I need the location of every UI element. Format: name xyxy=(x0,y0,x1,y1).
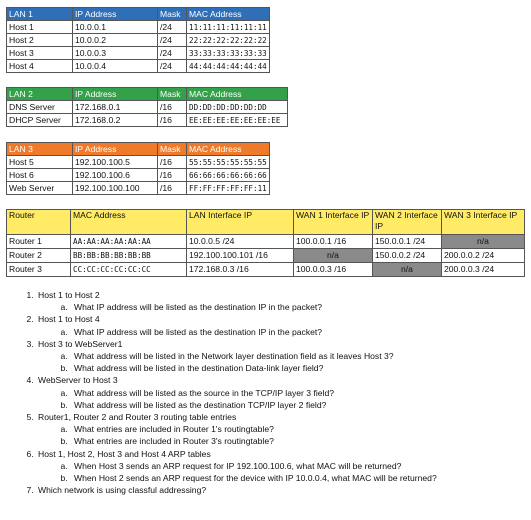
router-name: Router 3 xyxy=(7,263,71,277)
header-cell: LAN 3 xyxy=(7,143,73,156)
question-text: Host 1, Host 2, Host 3 and Host 4 ARP tables xyxy=(38,448,211,459)
sub-question: a. What IP address will be listed as the destination IP in the packet? xyxy=(70,326,531,338)
device-name: Host 6 xyxy=(7,169,73,182)
device-name: Host 2 xyxy=(7,34,73,47)
device-name: Host 5 xyxy=(7,156,73,169)
header-cell: LAN Interface IP xyxy=(187,210,294,235)
ip-address: 172.168.0.1 xyxy=(73,101,158,114)
table-row xyxy=(7,263,525,277)
question-item xyxy=(36,289,531,313)
question-list xyxy=(10,289,531,496)
table-row xyxy=(7,21,270,34)
sub-question: b. What address will be listed as the destination TCP/IP layer 2 field? xyxy=(70,399,531,411)
mac-address: BB:BB:BB:BB:BB:BB xyxy=(71,249,187,263)
sub-question-list xyxy=(38,301,531,313)
mac-address: 55:55:55:55:55:55 xyxy=(187,156,270,169)
ip-address: 192.100.100.5 xyxy=(73,156,158,169)
header-cell: IP Address xyxy=(73,8,158,21)
sub-question: b. What entries are included in Router 3's routingtable? xyxy=(70,435,531,447)
table-row xyxy=(7,114,288,127)
mac-address: 66:66:66:66:66:66 xyxy=(187,169,270,182)
question-item xyxy=(36,374,531,411)
subnet-mask: /24 xyxy=(158,34,187,47)
wan3-interface-ip: n/a xyxy=(442,235,525,249)
subnet-mask: /16 xyxy=(158,169,187,182)
sub-question-list xyxy=(38,387,531,411)
header-cell: WAN 2 Interface IP xyxy=(373,210,442,235)
device-name: Host 4 xyxy=(7,60,73,73)
question-text: WebServer to Host 3 xyxy=(38,375,118,386)
device-name: Web Server xyxy=(7,182,73,195)
mac-address: 22:22:22:22:22:22 xyxy=(187,34,270,47)
question-item xyxy=(36,411,531,448)
ip-address: 192.100.100.100 xyxy=(73,182,158,195)
wan3-interface-ip: 200.0.0.2 /24 xyxy=(442,249,525,263)
table-row xyxy=(7,47,270,60)
table-row xyxy=(7,156,270,169)
header-cell: MAC Address xyxy=(187,88,288,101)
subnet-mask: /24 xyxy=(158,60,187,73)
mac-address: EE:EE:EE:EE:EE:EE:EE xyxy=(187,114,288,127)
table-row xyxy=(7,101,288,114)
header-cell: Router xyxy=(7,210,71,235)
sub-question: b. When Host 2 sends an ARP request for the device with IP 10.0.0.4, what MAC will be returned? xyxy=(70,472,531,484)
ip-address: 10.0.0.4 xyxy=(73,60,158,73)
question-item xyxy=(36,313,531,337)
header-cell: MAC Address xyxy=(187,143,270,156)
header-cell: IP Address xyxy=(73,88,158,101)
device-name: DNS Server xyxy=(7,101,73,114)
table-row xyxy=(7,249,525,263)
sub-question: a. What entries are included in Router 1's routingtable? xyxy=(70,423,531,435)
ip-address: 10.0.0.2 xyxy=(73,34,158,47)
table-row xyxy=(7,60,270,73)
wan1-interface-ip: n/a xyxy=(294,249,373,263)
question-item xyxy=(36,448,531,485)
table-header-row xyxy=(7,88,288,101)
sub-question-list xyxy=(38,326,531,338)
question-item xyxy=(36,484,531,496)
wan2-interface-ip: n/a xyxy=(373,263,442,277)
header-cell: LAN 1 xyxy=(7,8,73,21)
sub-question: b. What address will be listed in the destination Data-link layer field? xyxy=(70,362,531,374)
question-text: Host 1 to Host 2 xyxy=(38,290,100,300)
device-name: Host 3 xyxy=(7,47,73,60)
mac-address: 44:44:44:44:44:44 xyxy=(187,60,270,73)
ip-address: 10.0.0.3 xyxy=(73,47,158,60)
ip-address: 10.0.0.1 xyxy=(73,21,158,34)
router-name: Router 1 xyxy=(7,235,71,249)
sub-question: a. When Host 3 sends an ARP request for IP 192.100.100.6, what MAC will be returned? xyxy=(70,460,531,472)
router-name: Router 2 xyxy=(7,249,71,263)
mac-address: FF:FF:FF:FF:FF:11 xyxy=(187,182,270,195)
mac-address: 33:33:33:33:33:33 xyxy=(187,47,270,60)
subnet-mask: /24 xyxy=(158,21,187,34)
table-row xyxy=(7,182,270,195)
subnet-mask: /16 xyxy=(158,101,187,114)
mac-address: DD:DD:DD:DD:DD:DD xyxy=(187,101,288,114)
ip-address: 192.100.100.6 xyxy=(73,169,158,182)
subnet-mask: /16 xyxy=(158,156,187,169)
lan-interface-ip: 10.0.0.5 /24 xyxy=(187,235,294,249)
subnet-mask: /16 xyxy=(158,114,187,127)
header-cell: WAN 3 Interface IP xyxy=(442,210,525,235)
lan1-table xyxy=(6,7,270,73)
subnet-mask: /16 xyxy=(158,182,187,195)
sub-question: a. What address will be listed as the source in the TCP/IP layer 3 field? xyxy=(70,387,531,399)
mac-address: CC:CC:CC:CC:CC:CC xyxy=(71,263,187,277)
wan1-interface-ip: 100.0.0.1 /16 xyxy=(294,235,373,249)
lan3-table xyxy=(6,142,270,195)
wan2-interface-ip: 150.0.0.1 /24 xyxy=(373,235,442,249)
header-cell: LAN 2 xyxy=(7,88,73,101)
wan3-interface-ip: 200.0.0.3 /24 xyxy=(442,263,525,277)
lan2-table xyxy=(6,87,288,127)
sub-question: a. What address will be listed in the Network layer destination field as it leaves Host 3? xyxy=(70,350,531,362)
lan-interface-ip: 172.168.0.3 /16 xyxy=(187,263,294,277)
header-cell: Mask xyxy=(158,143,187,156)
table-header-row xyxy=(7,8,270,21)
header-cell: Mask xyxy=(158,88,187,101)
sub-question-list xyxy=(38,423,531,447)
sub-question-list xyxy=(38,350,531,374)
router-table xyxy=(6,209,525,277)
question-text: Host 1 to Host 4 xyxy=(38,314,100,325)
header-cell: MAC Address xyxy=(71,210,187,235)
question-text: Host 3 to WebServer1 xyxy=(38,338,123,349)
question-text: Which network is using classful addressing? xyxy=(38,485,207,496)
header-cell: Mask xyxy=(158,8,187,21)
table-row xyxy=(7,169,270,182)
lan-interface-ip: 192.100.100.101 /16 xyxy=(187,249,294,263)
table-header-row xyxy=(7,143,270,156)
sub-question-list xyxy=(38,460,531,484)
question-item xyxy=(36,338,531,375)
table-row xyxy=(7,34,270,47)
header-cell: MAC Address xyxy=(187,8,270,21)
mac-address: 11:11:11:11:11:11 xyxy=(187,21,270,34)
table-header-row xyxy=(7,210,525,235)
wan2-interface-ip: 150.0.0.2 /24 xyxy=(373,249,442,263)
device-name: DHCP Server xyxy=(7,114,73,127)
header-cell: WAN 1 Interface IP xyxy=(294,210,373,235)
sub-question: a. What IP address will be listed as the destination IP in the packet? xyxy=(70,301,531,313)
header-cell: IP Address xyxy=(73,143,158,156)
ip-address: 172.168.0.2 xyxy=(73,114,158,127)
subnet-mask: /24 xyxy=(158,47,187,60)
device-name: Host 1 xyxy=(7,21,73,34)
question-text: Router1, Router 2 and Router 3 routing table entries xyxy=(38,412,237,423)
wan1-interface-ip: 100.0.0.3 /16 xyxy=(294,263,373,277)
mac-address: AA:AA:AA:AA:AA:AA xyxy=(71,235,187,249)
table-row xyxy=(7,235,525,249)
